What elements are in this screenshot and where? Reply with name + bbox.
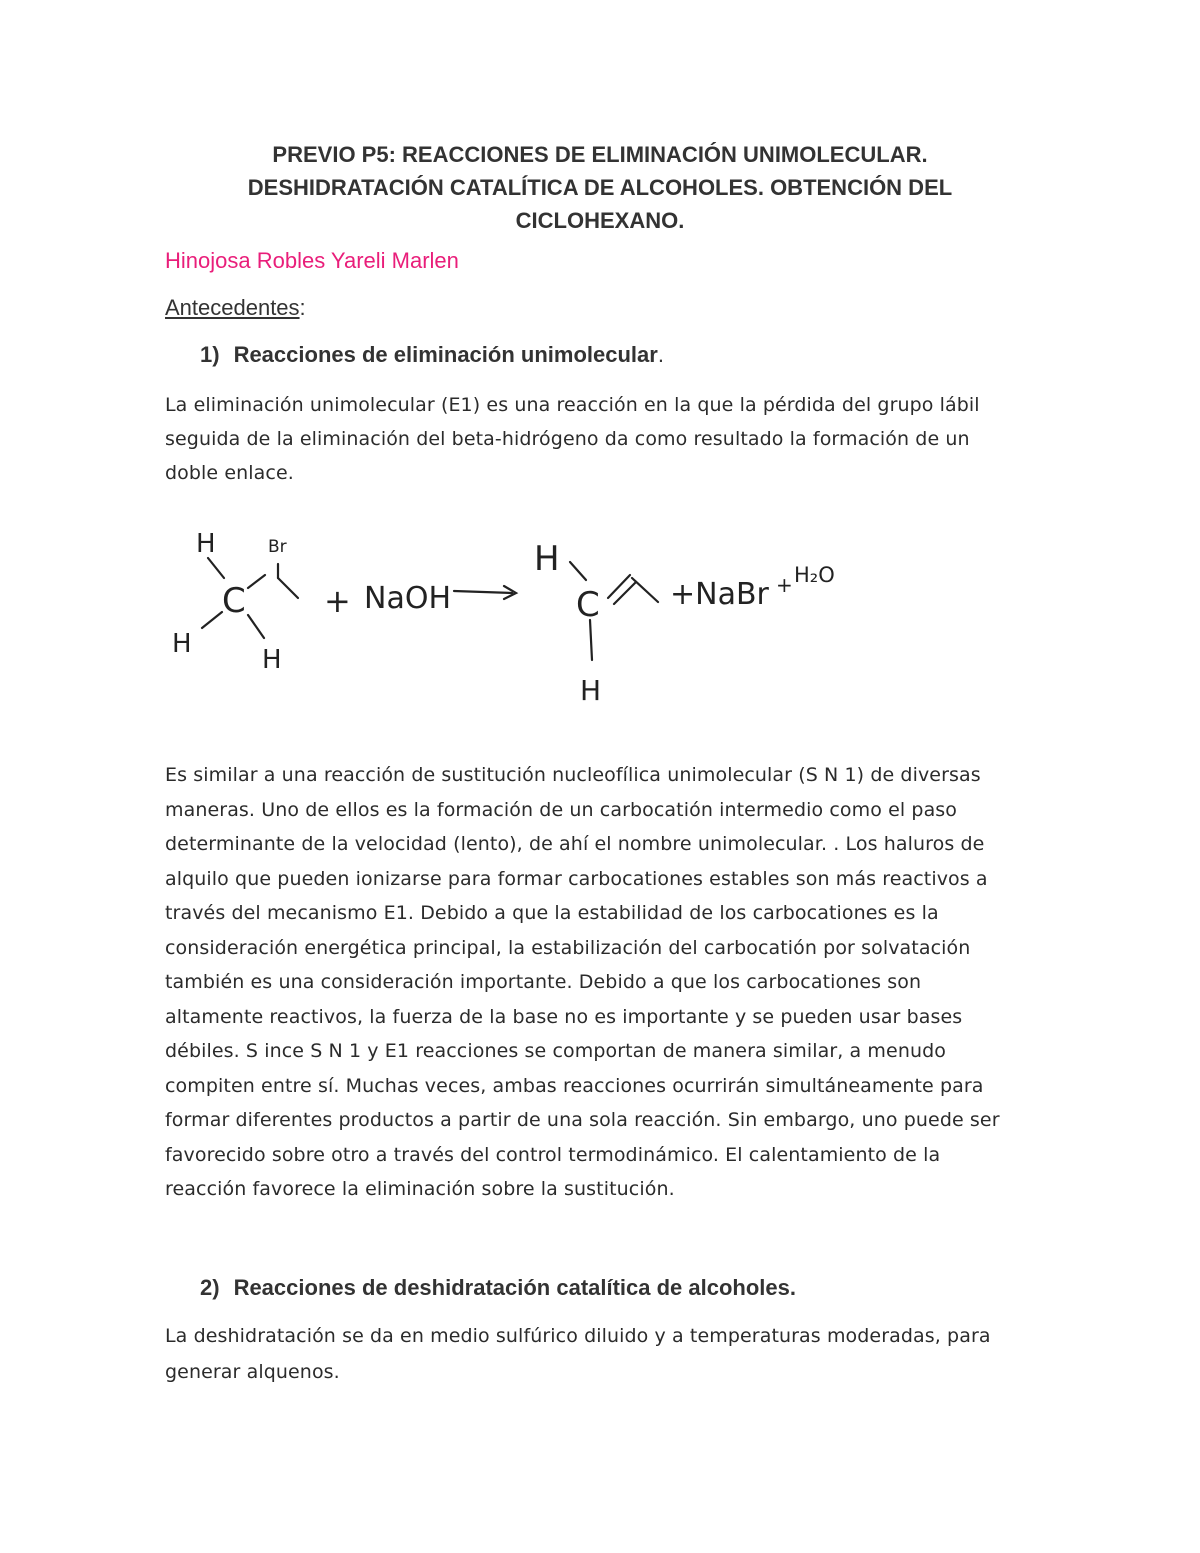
- paragraph-line: través del mecanismo E1. Debido a que la estabilidad de los carbocationes es la: [165, 902, 939, 924]
- atom-h: H: [196, 529, 216, 559]
- antecedentes-text: Antecedentes: [165, 295, 300, 320]
- antecedentes-colon: :: [299, 295, 306, 320]
- paragraph-line: favorecido sobre otro a través del control termodinámico. El calentamiento de la: [165, 1143, 941, 1166]
- atom-c: C: [576, 585, 600, 625]
- section-1-number: 1): [200, 342, 220, 367]
- section-1-heading: [200, 342, 664, 368]
- bond-h-top: [208, 558, 224, 578]
- reaction-arrow-line: [454, 591, 512, 593]
- section-1-title: Reacciones de eliminación unimolecular: [233, 342, 658, 367]
- section-1-paragraph-2: [165, 758, 1040, 1207]
- section-2-number: 2): [200, 1275, 220, 1300]
- paragraph-line: Es similar a una reacción de sustitución nucleofílica unimolecular (S N 1) de diversas: [165, 764, 981, 786]
- section-2-paragraph: [165, 1318, 1040, 1390]
- atom-br: Br: [268, 537, 287, 557]
- title-line-1: PREVIO P5: REACCIONES DE ELIMINACIÓN UNIMOLECULAR.: [272, 142, 928, 167]
- paragraph-line: reacción favorece la eliminación sobre la sustitución.: [165, 1178, 675, 1200]
- product-nabr: +NaBr: [670, 577, 769, 612]
- section-1-title-end: .: [657, 342, 664, 367]
- paragraph-line: generar alquenos.: [165, 1361, 340, 1383]
- paragraph-line: alquilo que pueden ionizarse para formar carbocationes estables son más reactivos a: [165, 867, 988, 890]
- product-bond-h-bottom: [590, 620, 592, 660]
- product-water: H₂O: [794, 563, 835, 587]
- plus-sign: +: [776, 573, 793, 597]
- product-double-bond-1: [608, 575, 630, 598]
- title-line-2: DESHIDRATACIÓN CATALÍTICA DE ALCOHOLES. OBTENCIÓN DEL: [247, 175, 953, 200]
- paragraph-line: doble enlace.: [165, 462, 294, 484]
- paragraph-line: determinante de la velocidad (lento), de ahí el nombre unimolecular. . Los haluros de: [165, 833, 985, 855]
- paragraph-line: La deshidratación se da en medio sulfúrico diluido y a temperaturas moderadas, para: [165, 1325, 991, 1347]
- paragraph-line: compiten entre sí. Muchas veces, ambas reacciones ocurrirán simultáneamente para: [165, 1074, 984, 1097]
- antecedentes-label: [165, 295, 306, 321]
- reagent-naoh: NaOH: [364, 581, 451, 616]
- reaction-svg: [150, 520, 870, 720]
- atom-h: H: [580, 674, 602, 707]
- section-2-title: Reacciones de deshidratación catalítica de alcoholes.: [233, 1275, 797, 1300]
- title-line-3: CICLOHEXANO.: [515, 208, 685, 233]
- paragraph-line: seguida de la eliminación del beta-hidrógeno da como resultado la formación de un: [165, 428, 970, 450]
- atom-h: H: [262, 645, 282, 675]
- e1-reaction-drawing: [150, 520, 870, 720]
- document-title: [160, 138, 1040, 237]
- bond-h-left: [202, 612, 222, 628]
- atom-h: H: [172, 629, 192, 659]
- product-bond-h-top: [570, 562, 586, 580]
- bond-c-cbr: [248, 575, 265, 588]
- product-double-bond-2: [614, 582, 636, 604]
- author-name: Hinojosa Robles Yareli Marlen: [165, 248, 459, 273]
- paragraph-line: débiles. S ince S N 1 y E1 reacciones se comportan de manera similar, a menudo: [165, 1040, 946, 1062]
- paragraph-line: maneras. Uno de ellos es la formación de un carbocatión intermedio como el paso: [165, 798, 958, 821]
- paragraph-line: formar diferentes productos a partir de una sola reacción. Sin embargo, uno puede ser: [165, 1109, 1000, 1131]
- product-bond-ch2: [632, 578, 658, 602]
- atom-h: H: [534, 539, 560, 579]
- bond-ch3: [278, 578, 298, 598]
- paragraph-line: también es una consideración importante. Debido a que los carbocationes son: [165, 971, 922, 993]
- atom-c: C: [222, 581, 246, 621]
- plus-sign: +: [324, 582, 351, 620]
- paragraph-line: altamente reactivos, la fuerza de la base no es importante y se pueden usar bases: [165, 1005, 963, 1028]
- section-2-heading: [200, 1275, 796, 1301]
- paragraph-line: La eliminación unimolecular (E1) es una reacción en la que la pérdida del grupo lábil: [165, 394, 980, 416]
- bond-h-bottom: [248, 615, 264, 638]
- section-1-paragraph-1: [165, 388, 1040, 490]
- paragraph-line: consideración energética principal, la estabilización del carbocatión por solvatación: [165, 936, 971, 959]
